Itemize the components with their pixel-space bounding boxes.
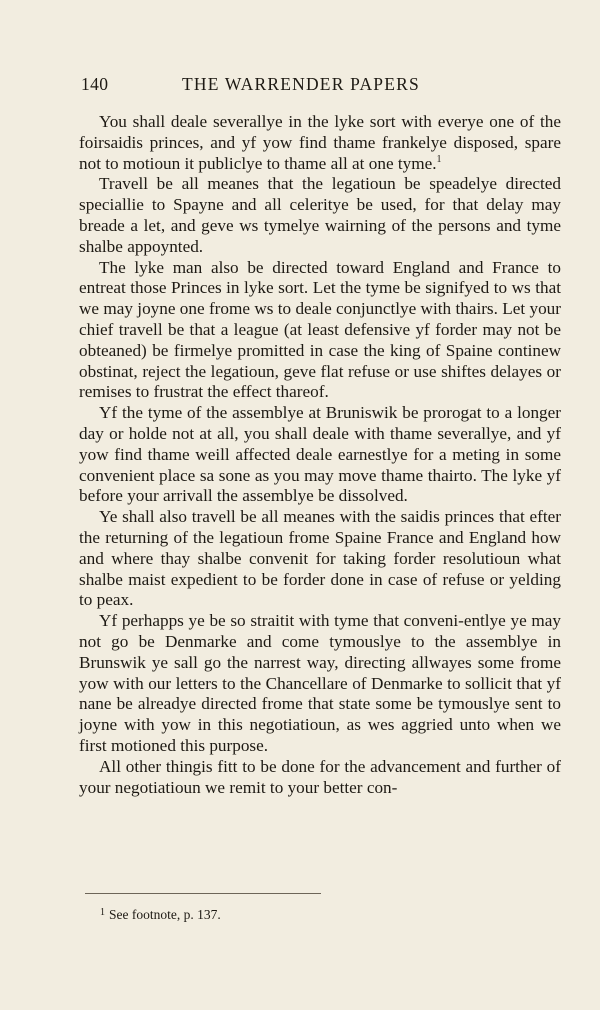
paragraph: Ye shall also travell be all meanes with the saidis princes that efter the returning of the legatioun frome Spaine France and England how and where thay shalbe convenit for taking forder resolutioun what shalbe maist expedient to be forder done in case of refuse or yelding to peax.	[79, 507, 561, 610]
footnote-reference: 1	[436, 153, 442, 165]
paragraph: Yf the tyme of the assemblye at Bruniswik be prorogat to a longer day or holde not at all, you shall deale with thame severallye, and yf yow find thame weill affected deale earnestlye for a meting in some convenient place sa sone as you may move thame thairto. The lyke yf before your arrivall the assemblye be dissolved.	[79, 403, 561, 506]
paragraph: All other thingis fitt to be done for the advancement and further of your negotiatioun we remit to your better con-	[79, 756, 561, 797]
body-text	[79, 112, 561, 798]
paragraph	[79, 112, 561, 174]
paragraph-text: You shall deale severallye in the lyke sort with everye one of the foirsaidis princes, and yf yow find thame frankelye disposed, spare not to motioun it publiclye to thame all at one tyme.	[79, 112, 561, 173]
page-number: 140	[81, 74, 109, 94]
paragraph: Travell be all meanes that the legatioun be speadelye directed speciallie to Spayne and all celeritye be used, for that delay may breade a let, and geve ws tymelye wairning of the persons and tyme shalbe appoynted.	[79, 174, 561, 256]
footnote-marker: 1	[100, 907, 105, 918]
paragraph: The lyke man also be directed toward England and France to entreat those Princes in lyke sort. Let the tyme be signifyed to ws that we may joyne one frome ws to deale conjunctlye with thairs. Let your chief travell be that a league (at least defensive yf forder may not be obteaned) be firmelye promitted in case the king of Spaine continew obstinat, reject the legatioun, geve flat refuse or use shiftes delayes or remises to frustrat the effect thareof.	[79, 257, 561, 402]
footnote-rule	[85, 893, 321, 894]
footnote	[100, 904, 540, 923]
page-header	[81, 74, 561, 100]
paragraph: Yf perhapps ye be so straitit with tyme that conveni-entlye ye may not go be Denmarke and come tymouslye to the assemblye in Brunswik ye sall go the narrest way, directing allwayes some frome yow with our letters to the Chancellare of Denmarke to sollicit that yf nane be alreadye directed frome that state some be tymouslye sent to joyne with yow in this negotiatioun, as wes aggried unto when we first motioned this purpose.	[79, 611, 561, 755]
footnote-text: See footnote, p. 137.	[109, 907, 221, 922]
running-head: THE WARRENDER PAPERS	[182, 74, 420, 94]
